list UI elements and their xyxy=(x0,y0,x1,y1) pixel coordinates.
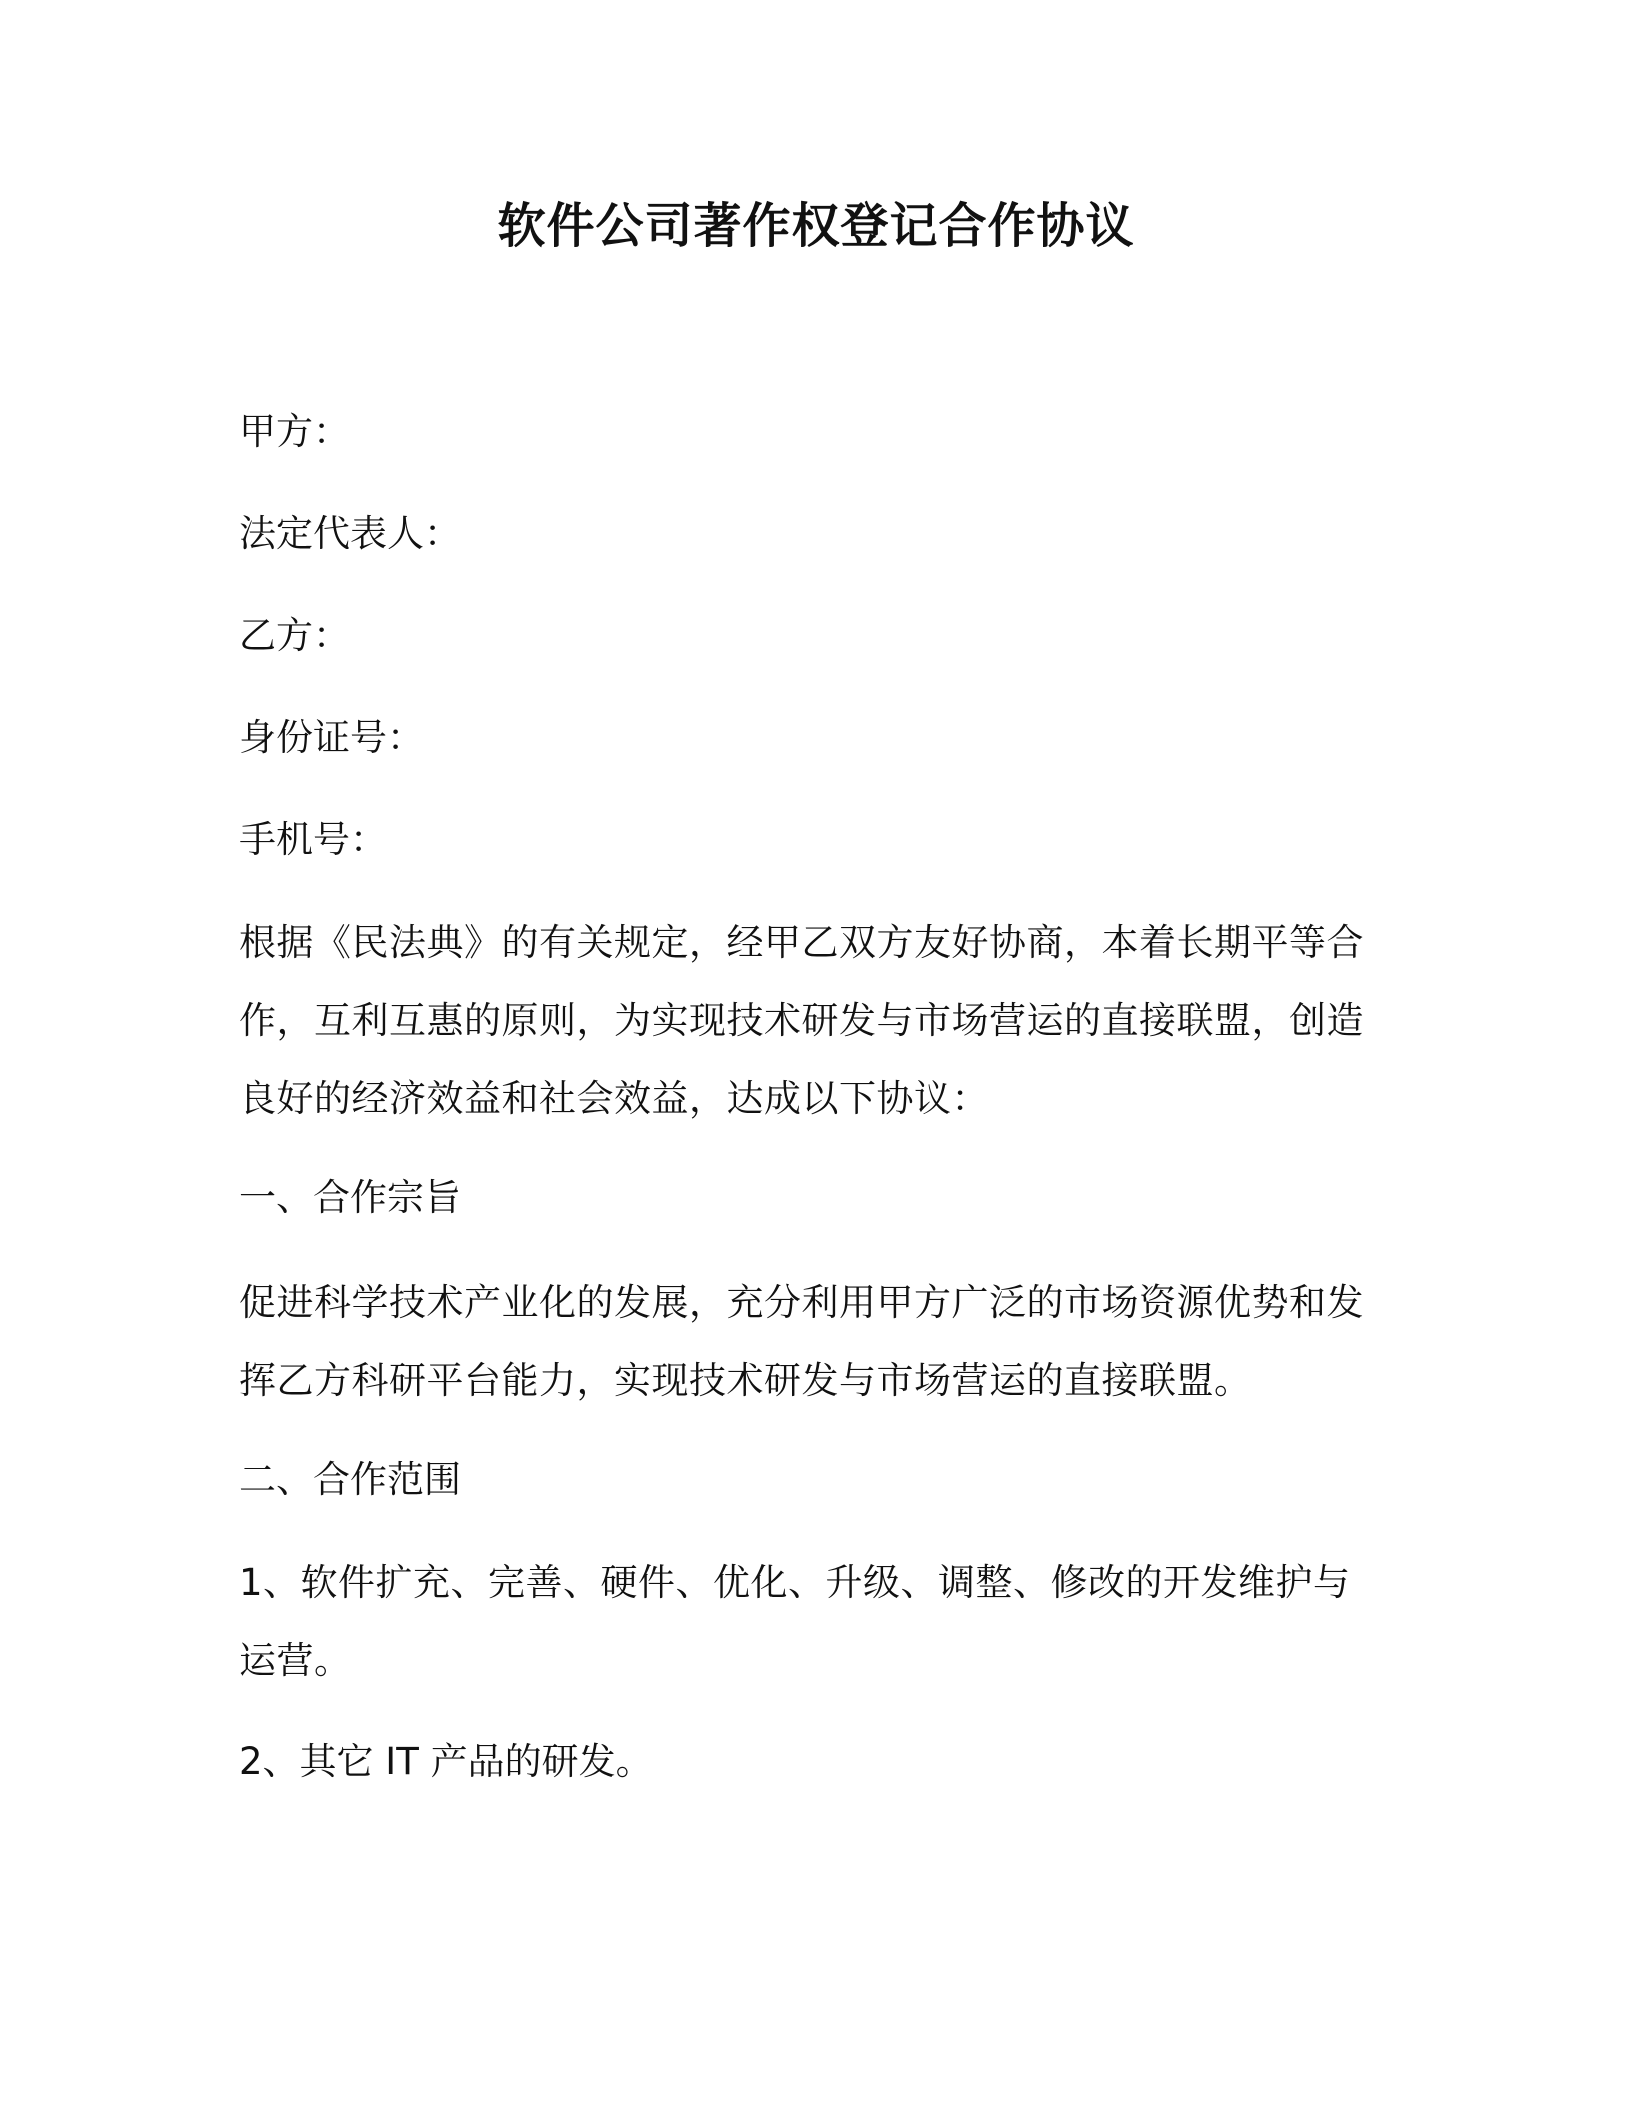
party-a-label: 甲方： xyxy=(239,410,350,453)
legal-representative-label: 法定代表人： xyxy=(239,512,461,555)
party-b-label: 乙方： xyxy=(239,614,350,657)
section-2-item-2: 2、其它 IT 产品的研发。 xyxy=(239,1740,653,1783)
phone-label: 手机号： xyxy=(239,818,387,861)
section-1-heading: 一、合作宗旨 xyxy=(239,1176,461,1219)
document-title: 软件公司著作权登记合作协议 xyxy=(497,198,1135,254)
section-2-heading: 二、合作范围 xyxy=(239,1458,461,1501)
intro-paragraph: 根据《民法典》的有关规定，经甲乙双方友好协商，本着长期平等合作，互利互惠的原则，为实现技术研发与市场营运的直接联盟，创造良好的经济效益和社会效益，达成以下协议： xyxy=(239,921,1364,1120)
section-2-item-1: 1、软件扩充、完善、硬件、优化、升级、调整、修改的开发维护与运营。 xyxy=(239,1561,1351,1682)
section-1-body: 促进科学技术产业化的发展，充分利用甲方广泛的市场资源优势和发挥乙方科研平台能力，实现技术研发与市场营运的直接联盟。 xyxy=(239,1281,1364,1402)
id-number-label: 身份证号： xyxy=(239,716,424,759)
